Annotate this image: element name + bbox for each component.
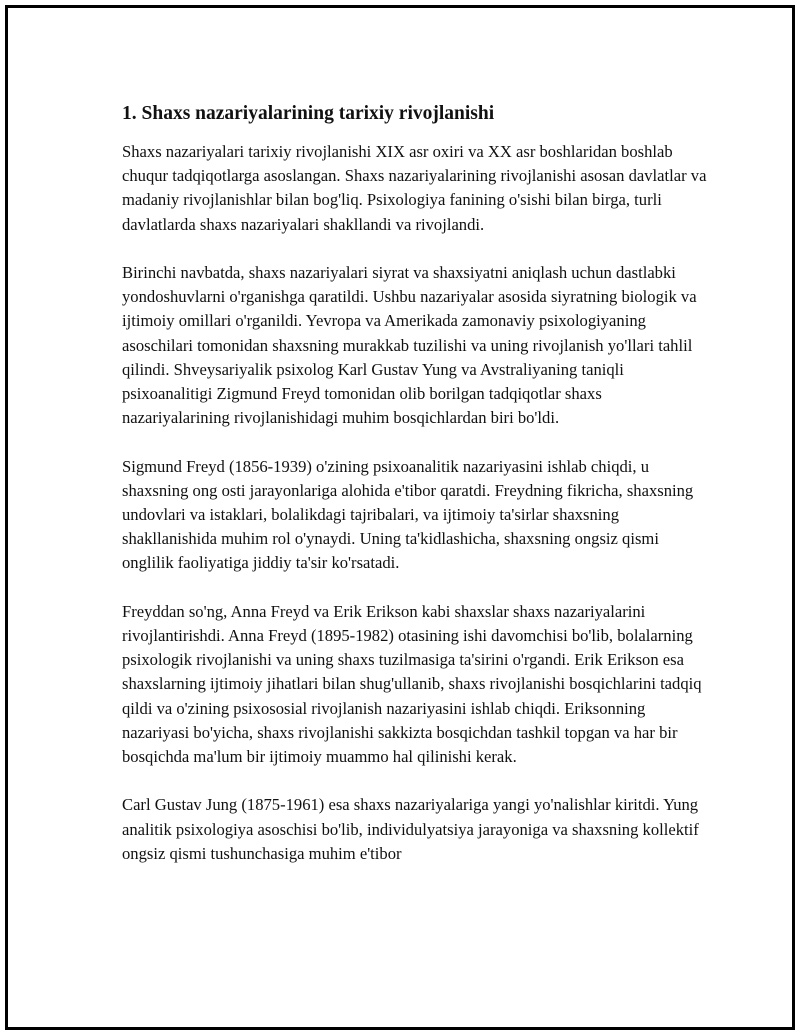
- paragraph-5: Carl Gustav Jung (1875-1961) esa shaxs nazariyalariga yangi yo'nalishlar kiritdi. Yung analitik psixologiya asoschisi bo'lib, individulyatsiya jarayoniga va shaxsning kollektif ongsiz qismi tushunchasiga muhim e'tibor: [122, 795, 699, 863]
- paragraph-3: Sigmund Freyd (1856-1939) o'zining psixoanalitik nazariyasini ishlab chiqdi, u shaxsning ong osti jarayonlariga alohida e'tibor qaratdi. Freydning fikricha, shaxsning undovlari va istaklari, bolalikdagi tajribalari, va ijtimoiy ta'sirlar shaxsning shakllanishida muhim rol o'ynaydi. Uning ta'kidlashicha, shaxsning ongsiz qismi onglilik faoliyatiga jiddiy ta'sir ko'rsatadi.: [122, 456, 694, 573]
- paragraph-2: Birinchi navbatda, shaxs nazariyalari siyrat va shaxsiyatni aniqlash uchun dastlabki yondoshuvlarni o'rganishga qaratildi. Ushbu nazariyalar asosida siyratning biologik va ijtimoiy omillari o'rganildi. Yevropa va Amerikada zamonaviy psixologiyaning asoschilari tomonidan shaxsning murakkab tuzilishi va uning rivojlanish yo'llari tahlil qilindi. Shveysariyalik psixolog Karl Gustav Yung va Avstraliyaning taniqli psixoanalitigi Zigmund Freyd tomonidan olib borilgan tadqiqotlar shaxs nazariyalarining rivojlanishidagi muhim bosqichlardan biri bo'ldi.: [122, 263, 697, 428]
- section-heading: 1. Shaxs nazariyalarining tarixiy rivojlanishi: [122, 103, 495, 124]
- paragraph-1: Shaxs nazariyalari tarixiy rivojlanishi XIX asr oxiri va XX asr boshlaridan boshlab chuqur tadqiqotlarga asoslangan. Shaxs nazariyalarining rivojlanishi asosan davlatlar va madaniy rivojlanishlar bilan bog'liq. Psixologiya fanining o'sishi bilan birga, turli davlatlarda shaxs nazariyalari shakllandi va rivojlandi.: [122, 142, 707, 234]
- page-frame: [5, 5, 795, 1030]
- document-body: [122, 100, 712, 890]
- paragraph-4: Freyddan so'ng, Anna Freyd va Erik Erikson kabi shaxslar shaxs nazariyalarini rivojlantirishdi. Anna Freyd (1895-1982) otasining ishi davomchisi bo'lib, bolalarning psixologik rivojlanishi va uning shaxs tuzilmasiga ta'sirini o'rgandi. Erik Erikson esa shaxslarning ijtimoiy jihatlari bilan shug'ullanib, shaxs rivojlanishi bosqichlarini tadqiq qildi va o'zining psixososial rivojlanish nazariyasini ishlab chiqdi. Eriksonning nazariyasi bo'yicha, shaxs rivojlanishi sakkizta bosqichdan tashkil topgan va har bir bosqichda ma'lum bir ijtimoiy muammo hal qilinishi kerak.: [122, 601, 702, 767]
